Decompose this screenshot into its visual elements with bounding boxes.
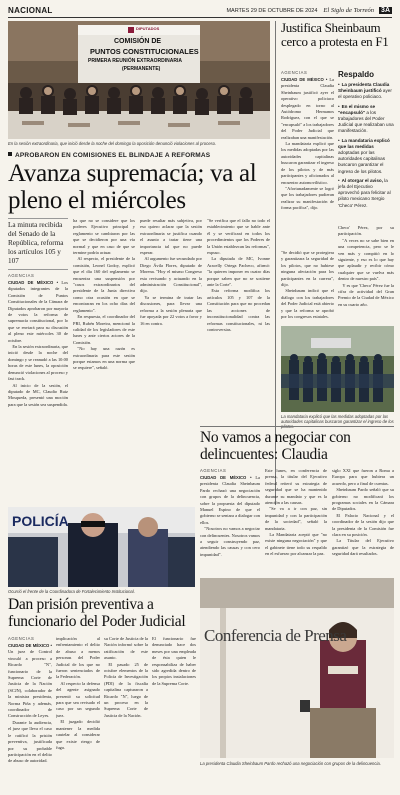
claudia-col-2 [265, 468, 327, 575]
paragraph [207, 288, 270, 333]
respaldo-item-bold: La presidenta Claudia Sheinbaum justificó [338, 82, 390, 94]
paragraph [207, 256, 270, 288]
paragraph [200, 526, 260, 558]
section-name: NACIONAL [8, 6, 53, 15]
paragraph-text: ha que no se considere que los poderes Ejecutivo principal y reglamento se cambiaron por las que se decidieron por una vía normal y que en caso de que se termine podría actuar. [73, 218, 135, 256]
paragraph-text: Durante la audiencia, el juez que lleva el caso le ratificó la prisión preventiva, justificada por su probable participación en el delito de abuso de autoridad. [8, 719, 52, 764]
main-headline: Avanza supremacía; va al pleno el miércoles [8, 160, 257, 214]
paragraph-text: Ya se termina de tratar las discusiones, para llevar una reforma a la sesión plenaria que fue apoyada por 22 votos a favor y 16 en contra. [140, 294, 202, 326]
banner-line-2: PUNTOS CONSTITUCIONALES [90, 47, 199, 56]
paragraph [73, 314, 135, 346]
paragraph [281, 77, 334, 141]
preventive-col-2 [56, 636, 100, 791]
paragraph-text: "Se decidió que se protegiera y garantizara la seguridad de los pilotos, que no hubiese ninguna afectación para los participantes en la carrera", dijo. [281, 250, 334, 288]
paragraph [281, 250, 334, 288]
page-number: 3A [381, 7, 390, 14]
paragraph [200, 475, 260, 526]
paragraph-text: El funcionario fue denunciado hace dos meses por una empleada de ésta quien le responsabiliza de haber sido agredida dentro de los propios instalaciones de la Suprema Corte. [152, 636, 196, 686]
claudia-byline: AGENCIAS [200, 468, 227, 473]
side-byline: AGENCIAS [281, 70, 308, 75]
paragraph [140, 295, 202, 327]
respaldo-item [338, 138, 394, 175]
paragraph-text: su Corte de Justicia de la Nación informó sobre la ratificación de este asunto. [104, 636, 148, 661]
banner-line-3: PRIMERA REUNIÓN EXTRAORDINARIA [88, 58, 182, 64]
claudia-headline: No vamos a negociar con delincuentes: Claudia [200, 429, 351, 463]
paragraph [140, 218, 202, 256]
claudia-rule [200, 426, 394, 427]
paragraph-text: "Nosotros no vamos a negociar con delincuentes. Nosotros vamos a seguir construyendo paz, atendiendo las causas y con cero impunidad". [200, 526, 260, 557]
paragraph-text: Checo' Pérez, por su participación. [338, 225, 394, 237]
f1-protest-photo [281, 326, 394, 412]
paragraph-text: La mandataria explicó que los medidas adoptadas por las autoridades capitalinas buscaron garantizar el ingreso de los pilotos y de más participantes y aficionados al encuentro automovilístico. [281, 141, 334, 185]
paragraph [56, 719, 100, 751]
paragraph-text: Esta reforma modifica los artículos 105 y 107 de la Constitución para que no procedan las acciones de inconstitucionalidad contra las reformas constitucionales, ni las controversias. [207, 288, 270, 332]
respaldo-item-bold: Al otorgar el aviso, [341, 177, 383, 183]
respaldo-item-bold: La mandataria explicó que las medidas [338, 137, 390, 149]
respaldo-item-bold: En el mismo se "encapsuló" [338, 103, 376, 115]
paragraph-text: Al respecto, el presidente de la comisión, Leonel Godoy, explicó que el día 160 del reglamento se encuentra una suspensión por "casos extraordinarios del presidente de la Junta directiva como otra ocasión en que se encontraran en los ocho días del reglamento". [73, 256, 135, 313]
paragraph [338, 238, 394, 283]
paragraph [56, 681, 100, 719]
paragraph [140, 256, 202, 294]
respaldo-item [338, 82, 394, 101]
paragraph-text: El juzgado decidió mantener la medida cautelar al considerar que existe riesgo de fuga. [56, 719, 100, 750]
paragraph-text: siglo XXI que fueron a Roma a Europa para que hubiera un acuerdo, pero a final de cuentas. [332, 468, 394, 486]
paragraph-text: En la sesión extraordinaria, que inició desde la noche del domingo y se reanudó a las 10:00 horas de este lunes, la oposición denunció violaciones al proceso y fast track. [8, 344, 68, 382]
side-headline: Justifica Sheinbaum cerco a protesta en F1 [281, 20, 389, 49]
paragraph [73, 256, 135, 314]
deck-rule-top [8, 218, 68, 219]
side-story-col-2 [281, 250, 334, 322]
claudia-col-1 [200, 475, 260, 575]
respaldo-title: Respaldo [338, 70, 375, 79]
paragraph [332, 513, 394, 539]
respaldo-item [338, 104, 394, 135]
paragraph-text: La presidenta Claudia Sheinbaum Pardo rechazó una negociación con grupos de la delincuencia, sobre la propuesta del diputado Manuel Espino de que el gobierno se sentara a dialogar con ellos. [200, 475, 260, 525]
paragraph-text: El pasado 25 de octubre elementos de la Policía de Investigación (PDI) de la fiscalía capitalina capturaron a Ricardo "N", luego de un proceso en la Suprema Corte de Justicia de la Nación. [104, 661, 148, 718]
paragraph-text: Los diputados integrantes de la Comisión de Puntos Constitucionales de la Cámara de Diputados aprobaron por mayoría de votos la reforma de supremacía constitucional, por lo que se enviará para su discusión al pleno este miércoles 30 de octubre. [8, 280, 68, 343]
paragraph-text: La diputada de MC, Ivonne Aracelly Ortega Pacheco, afirmó: "la quieren imponer en cuatro días porque saben que no se sostiene ante la Corte". [207, 256, 270, 288]
main-kicker: APROBARON EN COMISIONES EL BLINDAJE A REFORMAS [8, 152, 270, 159]
paragraph-text: implicación al enfrentamiento el delito de abuso a menos personas del Poder Judicial de los que no fueron sentenciados de la Federación. [56, 636, 100, 680]
paragraph-text: En respuesta, el coordinador del PRI, Rubén Moreira, mencionó la calidad de los legisladores de este lunes y ante ciertos actores de la Comisión. [73, 314, 135, 345]
paragraph [104, 662, 148, 720]
chamber-logo: DIPUTADOS [136, 26, 160, 31]
paragraph [281, 288, 334, 320]
respaldo-item-text: la jefa del Ejecutivo aprovechó para felicitar al piloto mexicano Sergio 'Checo' Pérez. [338, 177, 391, 208]
paragraph-text: "Se va a ir con paz, sin impunidad y con la participación de la sociedad", señaló la mandataria. [265, 506, 327, 531]
main-story-col-3 [140, 218, 202, 502]
paper-name: El Siglo de Torreón [323, 7, 375, 14]
respaldo-item-text: a los trabajadores del Poder Judicial que realizaban una manifestación. [338, 109, 394, 134]
paragraph-text: "Afortunadamente se logró que los trabajadores pudieran realizar su manifestación de forma pacífica", dijo. [281, 185, 334, 211]
chamber-session-photo [8, 21, 270, 139]
paragraph [338, 283, 394, 309]
paragraph [265, 506, 327, 532]
claudia-conference-illustration [200, 578, 394, 758]
paragraph-text: "Se verifica que el fallo no todo el establecimiento que se hable ante él y se verificará en todos los procedimientos que los Poderes de la Unión establezcan las reformas", expuso. [207, 218, 270, 256]
paragraph-text: La Titular del Ejecutivo garantizó que la estrategia de seguridad dará resultados. [332, 538, 394, 557]
preventive-headline: Dan prisión preventiva a funcionario del Poder Judicial [8, 596, 186, 630]
main-story-col-1 [8, 280, 68, 502]
paragraph [104, 636, 148, 662]
police-label: POLICÍA [12, 513, 69, 529]
f1-photo-caption: La mandataria explicó que las medidas adoptadas por las autoridades capitalinas buscaron garantizar el ingreso de los [281, 414, 394, 425]
preventive-col-4 [152, 636, 196, 791]
paragraph [265, 532, 327, 558]
paragraph-text: Sheinbaum indicó que el diálogo con los trabajadores del Poder Judicial está abierto y que la reforma se aprobó por los congresos estatales. [281, 288, 334, 320]
main-story-col-2 [73, 218, 135, 502]
paragraph-text: Un juez de Control vinculó a proceso a Ricardo "N", funcionario de la Suprema Corte de Justicia de la Nación (SCJN), colaborador de la ministra presidenta, Norma Piña y además, coordinador de Construcción de Leyes. [8, 649, 52, 719]
paragraph [8, 720, 52, 765]
respaldo-box [338, 70, 394, 212]
issue-date: MARTES 29 DE OCTUBRE DE 2024 [226, 7, 318, 14]
paragraph [332, 487, 394, 513]
police-photo [8, 507, 195, 587]
paragraph [56, 636, 100, 681]
dateline: CIUDAD DE MÉXICO • [8, 643, 52, 648]
conference-banner-text: Conferencia de Prensa [204, 626, 347, 645]
paragraph-text: La presidenta Claudia Sheinbaum justificó ayer el operativo policiaco desplegado en torno al Autódromo Hermanos Rodríguez, con el que se "encapsuló" a los trabajadores del Poder Judicial que realizaban una manifestación. [281, 77, 334, 140]
police-photo-caption: Ocurrió el frente de la Coordinadora de Fortalecimiento Institucional. [8, 589, 135, 594]
paragraph-text: Este lunes, en conferencia de prensa, la titular del Ejecutivo federal reiteró su estrategia de seguridad que se ha mantenido durante su mandato y que es la atención a las causas. [265, 468, 327, 506]
paragraph [338, 225, 394, 238]
paragraph [8, 643, 52, 720]
paragraph-text: "A veces no se sabe bien en una competencia, pero se le ven más y compitió en lo siguiente, y eso es lo que hay que aplaudir y recibir cómo cualquier que se vuelva más dentro de nuestro país". [338, 237, 394, 282]
paragraph-text: Y es que 'Checo' Pérez fue la cifra de actividad del Gran Premio de la Ciudad de México en su cuarto año. [338, 282, 394, 307]
chamber-photo-caption: En la sesión extraordinaria, que inició desde la noche del domingo la oposición denunció violaciones al proceso. [8, 141, 217, 146]
paragraph [8, 280, 68, 344]
paragraph [8, 344, 68, 382]
paragraph [332, 468, 394, 487]
paragraph-text: Al inicio de la sesión, el diputado de MC, Claudio Ruiz Mosqueda, presentó una moción para que la sesión sea suspendida. [8, 382, 68, 407]
banner-line-4: (PERMANENTE) [122, 66, 161, 72]
paragraph [265, 468, 327, 506]
f1-protest-illustration [281, 326, 394, 412]
deck-rule-bottom [8, 269, 68, 270]
paragraph [152, 636, 196, 687]
paragraph-text: El Palacio Nacional y el coordinador de la sesión dijo que la presidenta de la Comisión fue clara en su posición. [332, 512, 394, 538]
paragraph-text: puede resultar más subjetiva, por eso quiero aclarar que la sesión extraordinaria se justifica cuando el asunto a tratar tiene una importancia tal que no puede esperar. [140, 218, 202, 256]
side-story-col-3 [338, 225, 394, 322]
respaldo-item-text: adoptadas por las autoridades capitalinas buscaron garantizar el ingreso de los pilotos. [338, 150, 385, 174]
claudia-photo-caption: La presidenta Claudia Sheinbaum Pardo rechazó una negociación con grupos de la delincuencia. [200, 761, 381, 766]
paragraph [207, 218, 270, 256]
dateline: CIUDAD DE MÉXICO • [281, 77, 330, 82]
paragraph [73, 346, 135, 372]
preventive-col-1 [8, 643, 52, 791]
paragraph [8, 383, 68, 409]
paragraph-text: "No hay una razón es extraordinaria para este sesión porque estamos en una norma que se requiere", señaló. [73, 346, 135, 371]
paragraph-text: Al argumento fue secundado por Diego Ávila Flores, diputado de Morena. "Hoy el mismo Congreso esta revisando y actuando en la administración Constitucional", dijo. [140, 256, 202, 294]
paragraph [281, 141, 334, 186]
claudia-conference-photo [200, 578, 394, 758]
paragraph [73, 218, 135, 256]
paragraph-text: Sheinbaum Pardo señaló que su gobierno no modificará los programas sociales en la Cámara de Diputados. [332, 487, 394, 512]
main-deck: La minuta recibida del Senado de la República, reforma los artículos 105 y 107 [8, 221, 64, 265]
respaldo-list [338, 82, 394, 209]
banner-line-1: COMISIÓN DE [114, 38, 162, 45]
preventive-col-3 [104, 636, 148, 791]
paragraph-text: Al respecto la defensa del agente asignado presentó su solicitud para que sea revisado el caso por un segundo juez. [56, 680, 100, 718]
main-byline: AGENCIAS [8, 273, 35, 278]
preventive-byline: AGENCIAS [8, 636, 35, 641]
dateline: CIUDAD DE MÉXICO • [8, 280, 62, 285]
paragraph-text: La Mandataria aceptó que "no existe ninguna negociación" y que el gabinete tiene todo su respaldo en el esfuerzo por alcanzar la paz. [265, 532, 327, 557]
paragraph [281, 186, 334, 212]
respaldo-item [338, 178, 394, 209]
paragraph [332, 538, 394, 557]
masthead [8, 4, 392, 18]
respaldo-item-text: ayer el operativo policiaco. [338, 88, 392, 100]
claudia-col-3 [332, 468, 394, 575]
dateline: CIUDAD DE MÉXICO • [200, 475, 256, 480]
